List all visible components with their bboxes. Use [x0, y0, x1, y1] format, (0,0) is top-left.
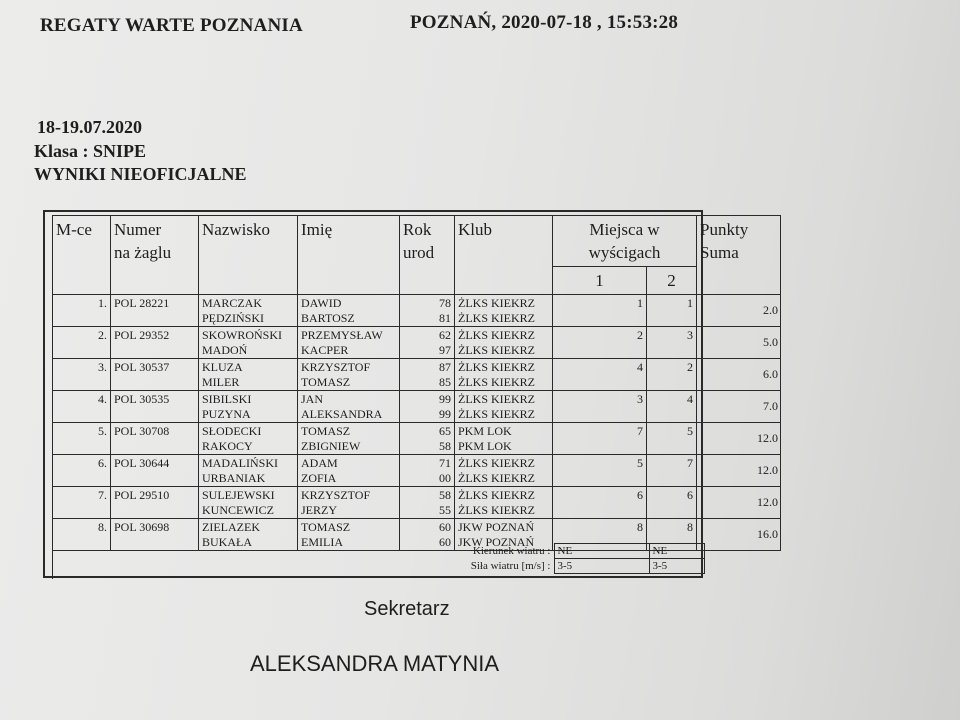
col-header-surname: Nazwisko: [199, 216, 298, 295]
sail-number-value: POL 29352: [114, 328, 170, 342]
crew-surname: MADOŃ: [202, 343, 248, 357]
helm-birth-year: 60: [439, 520, 451, 534]
place-cell: [53, 487, 111, 519]
helm-club: PKM LOK: [458, 424, 512, 438]
helm-birth-year: 71: [439, 456, 451, 470]
helm-name: DAWID: [301, 296, 342, 310]
sail-number-value: POL 30644: [114, 456, 170, 470]
helm-surname: SULEJEWSKI: [202, 488, 275, 502]
crew-birth-year: 85: [439, 375, 451, 389]
club-cell: [455, 359, 553, 391]
points-sum-value: 5.0: [763, 335, 779, 349]
helm-club: ŻLKS KIEKRZ: [458, 456, 535, 470]
crew-birth-year: 55: [439, 503, 451, 517]
crew-club: ŻLKS KIEKRZ: [458, 407, 535, 421]
race-1-place: 5: [637, 456, 643, 470]
birth-year-cell: [400, 295, 455, 327]
race-1-place: 6: [637, 488, 643, 502]
name-cell: [298, 487, 400, 519]
helm-name: TOMASZ: [301, 520, 351, 534]
points-sum-value: 12.0: [757, 495, 779, 509]
club-cell: [455, 327, 553, 359]
col-header-race-places: [553, 216, 697, 267]
helm-birth-year: 78: [439, 296, 451, 310]
place-and-timestamp: POZNAŃ, 2020-07-18 , 15:53:28: [410, 12, 679, 33]
race-2-place: 6: [687, 488, 694, 502]
race-2-cell: [647, 295, 697, 327]
helm-birth-year: 87: [439, 360, 451, 374]
crew-name: EMILIA: [301, 535, 343, 549]
col-header-name: Imię: [298, 216, 400, 295]
race-1-place: 1: [637, 296, 643, 310]
sail-number-cell: [111, 423, 199, 455]
surname-cell: [199, 519, 298, 551]
race-1-cell: [553, 327, 647, 359]
crew-birth-year: 60: [439, 535, 451, 549]
table-row: [53, 423, 781, 455]
crew-surname: PĘDZIŃSKI: [202, 311, 264, 325]
wind-strength-race-2: 3-5: [649, 559, 704, 574]
helm-surname: SIBILSKI: [202, 392, 252, 406]
name-cell: [298, 295, 400, 327]
sail-number-cell: [111, 519, 199, 551]
crew-birth-year: 99: [439, 407, 451, 421]
results-table: [52, 215, 781, 579]
helm-surname: SKOWROŃSKI: [202, 328, 283, 342]
birth-year-cell: [400, 359, 455, 391]
crew-club: ŻLKS KIEKRZ: [458, 471, 535, 485]
crew-club: ŻLKS KIEKRZ: [458, 375, 535, 389]
crew-club: PKM LOK: [458, 439, 512, 453]
signature-name: ALEKSANDRA MATYNIA: [250, 651, 499, 676]
place-cell: [53, 327, 111, 359]
col-header-sail-number: [111, 216, 199, 295]
table-row: [53, 359, 781, 391]
col-header-sail-line1: Numer: [114, 220, 162, 239]
name-cell: [298, 359, 400, 391]
helm-surname: MADALIŃSKI: [202, 456, 278, 470]
crew-name: BARTOSZ: [301, 311, 355, 325]
birth-year-cell: [400, 519, 455, 551]
helm-club: ŻLKS KIEKRZ: [458, 328, 535, 342]
points-sum-cell: [697, 423, 781, 455]
helm-birth-year: 62: [439, 328, 451, 342]
race-2-place: 5: [687, 424, 694, 438]
helm-surname: KLUZA: [202, 360, 243, 374]
crew-name: ALEKSANDRA: [301, 407, 383, 421]
crew-club: JKW POZNAŃ: [458, 535, 535, 549]
crew-name: JERZY: [301, 503, 337, 517]
helm-birth-year: 99: [439, 392, 451, 406]
race-1-cell: [553, 359, 647, 391]
crew-surname: BUKAŁA: [202, 535, 252, 549]
points-sum-cell: [697, 519, 781, 551]
event-dates: 18-19.07.2020: [37, 117, 142, 137]
crew-surname: URBANIAK: [202, 471, 266, 485]
points-sum-cell: [697, 359, 781, 391]
place-value: 7.: [98, 488, 107, 502]
race-2-cell: [647, 327, 697, 359]
sail-number-value: POL 30698: [114, 520, 170, 534]
sail-number-value: POL 28221: [114, 296, 170, 310]
race-2-place: 2: [687, 360, 694, 374]
table-row: [53, 455, 781, 487]
points-sum-value: 16.0: [757, 527, 779, 541]
place-cell: [53, 455, 111, 487]
sail-number-value: POL 30535: [114, 392, 170, 406]
race-1-place: 8: [637, 520, 643, 534]
place-cell: [53, 519, 111, 551]
points-sum-value: 6.0: [763, 367, 779, 381]
club-cell: [455, 455, 553, 487]
birth-year-cell: [400, 455, 455, 487]
surname-cell: [199, 455, 298, 487]
race-1-cell: [553, 391, 647, 423]
place-cell: [53, 295, 111, 327]
helm-club: ŻLKS KIEKRZ: [458, 392, 535, 406]
col-header-place: M-ce: [53, 216, 111, 295]
table-row: [53, 391, 781, 423]
race-2-place: 7: [687, 456, 694, 470]
class-line: Klasa : SNIPE: [34, 141, 147, 161]
col-header-year-line1: Rok: [403, 220, 432, 239]
race-2-place: 1: [687, 296, 694, 310]
club-cell: [455, 487, 553, 519]
race-2-cell: [647, 423, 697, 455]
wind-direction-race-1: NE: [554, 544, 649, 559]
place-value: 2.: [98, 328, 107, 342]
col-header-points: [697, 216, 781, 295]
race-2-place: 8: [687, 520, 694, 534]
race-2-place: 3: [687, 328, 694, 342]
helm-surname: SŁODECKI: [202, 424, 262, 438]
sail-number-value: POL 30537: [114, 360, 170, 374]
points-sum-cell: [697, 327, 781, 359]
race-1-cell: [553, 487, 647, 519]
surname-cell: [199, 327, 298, 359]
birth-year-cell: [400, 423, 455, 455]
sail-number-cell: [111, 295, 199, 327]
place-cell: [53, 423, 111, 455]
club-cell: [455, 295, 553, 327]
race-2-cell: [647, 487, 697, 519]
crew-surname: PUZYNA: [202, 407, 251, 421]
points-sum-cell: [697, 455, 781, 487]
table-row: [53, 295, 781, 327]
crew-birth-year: 58: [439, 439, 451, 453]
col-header-points-line2: Suma: [700, 243, 739, 262]
race-2-cell: [647, 359, 697, 391]
crew-name: TOMASZ: [301, 375, 351, 389]
birth-year-cell: [400, 391, 455, 423]
col-header-birth-year: [400, 216, 455, 295]
sail-number-cell: [111, 487, 199, 519]
col-header-club: Klub: [455, 216, 553, 295]
name-cell: [298, 455, 400, 487]
helm-club: ŻLKS KIEKRZ: [458, 296, 535, 310]
helm-club: JKW POZNAŃ: [458, 520, 535, 534]
crew-club: ŻLKS KIEKRZ: [458, 343, 535, 357]
helm-birth-year: 58: [439, 488, 451, 502]
helm-club: ŻLKS KIEKRZ: [458, 488, 535, 502]
helm-surname: MARCZAK: [202, 296, 263, 310]
race-1-place: 2: [637, 328, 643, 342]
wind-strength-label: Siła wiatru [m/s] :: [454, 559, 554, 574]
race-1-cell: [553, 295, 647, 327]
crew-name: KACPER: [301, 343, 349, 357]
surname-cell: [199, 295, 298, 327]
crew-name: ZBIGNIEW: [301, 439, 361, 453]
col-header-points-line1: Punkty: [700, 220, 749, 239]
helm-name: ADAM: [301, 456, 338, 470]
place-value: 6.: [98, 456, 107, 470]
race-1-place: 7: [637, 424, 643, 438]
helm-club: ŻLKS KIEKRZ: [458, 360, 535, 374]
col-header-race-1: 1: [553, 267, 647, 295]
points-sum-cell: [697, 487, 781, 519]
wind-direction-label: Kierunek wiatru :: [454, 544, 554, 559]
points-sum-value: 12.0: [757, 463, 779, 477]
place-cell: [53, 359, 111, 391]
helm-name: KRZYSZTOF: [301, 360, 371, 374]
race-1-place: 3: [637, 392, 643, 406]
surname-cell: [199, 391, 298, 423]
results-status: WYNIKI NIEOFICJALNE: [34, 164, 247, 184]
place-cell: [53, 391, 111, 423]
crew-name: ZOFIA: [301, 471, 337, 485]
race-2-cell: [647, 391, 697, 423]
name-cell: [298, 423, 400, 455]
sail-number-value: POL 30708: [114, 424, 170, 438]
name-cell: [298, 519, 400, 551]
name-cell: [298, 327, 400, 359]
sail-number-cell: [111, 455, 199, 487]
col-header-races-line2: wyścigach: [588, 243, 661, 262]
event-title: REGATY WARTE POZNANIA: [40, 15, 303, 36]
table-row: [53, 327, 781, 359]
place-value: 3.: [98, 360, 107, 374]
place-value: 1.: [98, 296, 107, 310]
sail-number-cell: [111, 391, 199, 423]
col-header-race-2: 2: [647, 267, 697, 295]
table-row: [53, 487, 781, 519]
crew-birth-year: 97: [439, 343, 451, 357]
signature-role: Sekretarz: [364, 598, 450, 620]
place-value: 8.: [98, 520, 107, 534]
points-sum-cell: [697, 391, 781, 423]
helm-name: PRZEMYSŁAW: [301, 328, 383, 342]
crew-surname: MILER: [202, 375, 240, 389]
wind-conditions-table: [454, 543, 705, 574]
crew-club: ŻLKS KIEKRZ: [458, 503, 535, 517]
surname-cell: [199, 487, 298, 519]
sail-number-cell: [111, 327, 199, 359]
sail-number-value: POL 29510: [114, 488, 170, 502]
helm-name: KRZYSZTOF: [301, 488, 371, 502]
crew-birth-year: 81: [439, 311, 451, 325]
col-header-sail-line2: na żaglu: [114, 243, 172, 262]
helm-name: JAN: [301, 392, 324, 406]
name-cell: [298, 391, 400, 423]
place-value: 4.: [98, 392, 107, 406]
helm-surname: ZIELAZEK: [202, 520, 260, 534]
col-header-races-line1: Miejsca w: [589, 220, 660, 239]
birth-year-cell: [400, 327, 455, 359]
club-cell: [455, 423, 553, 455]
wind-direction-race-2: NE: [649, 544, 704, 559]
race-1-cell: [553, 455, 647, 487]
wind-strength-race-1: 3-5: [554, 559, 649, 574]
race-1-cell: [553, 423, 647, 455]
crew-surname: KUNCEWICZ: [202, 503, 274, 517]
surname-cell: [199, 359, 298, 391]
helm-birth-year: 65: [439, 424, 451, 438]
race-2-place: 4: [687, 392, 694, 406]
birth-year-cell: [400, 487, 455, 519]
sail-number-cell: [111, 359, 199, 391]
race-1-place: 4: [637, 360, 643, 374]
points-sum-value: 12.0: [757, 431, 779, 445]
surname-cell: [199, 423, 298, 455]
crew-club: ŻLKS KIEKRZ: [458, 311, 535, 325]
crew-surname: RAKOCY: [202, 439, 253, 453]
points-sum-value: 2.0: [763, 303, 779, 317]
place-value: 5.: [98, 424, 107, 438]
points-sum-value: 7.0: [763, 399, 779, 413]
helm-name: TOMASZ: [301, 424, 351, 438]
club-cell: [455, 391, 553, 423]
crew-birth-year: 00: [439, 471, 451, 485]
race-2-cell: [647, 455, 697, 487]
points-sum-cell: [697, 295, 781, 327]
col-header-year-line2: urod: [403, 243, 435, 262]
